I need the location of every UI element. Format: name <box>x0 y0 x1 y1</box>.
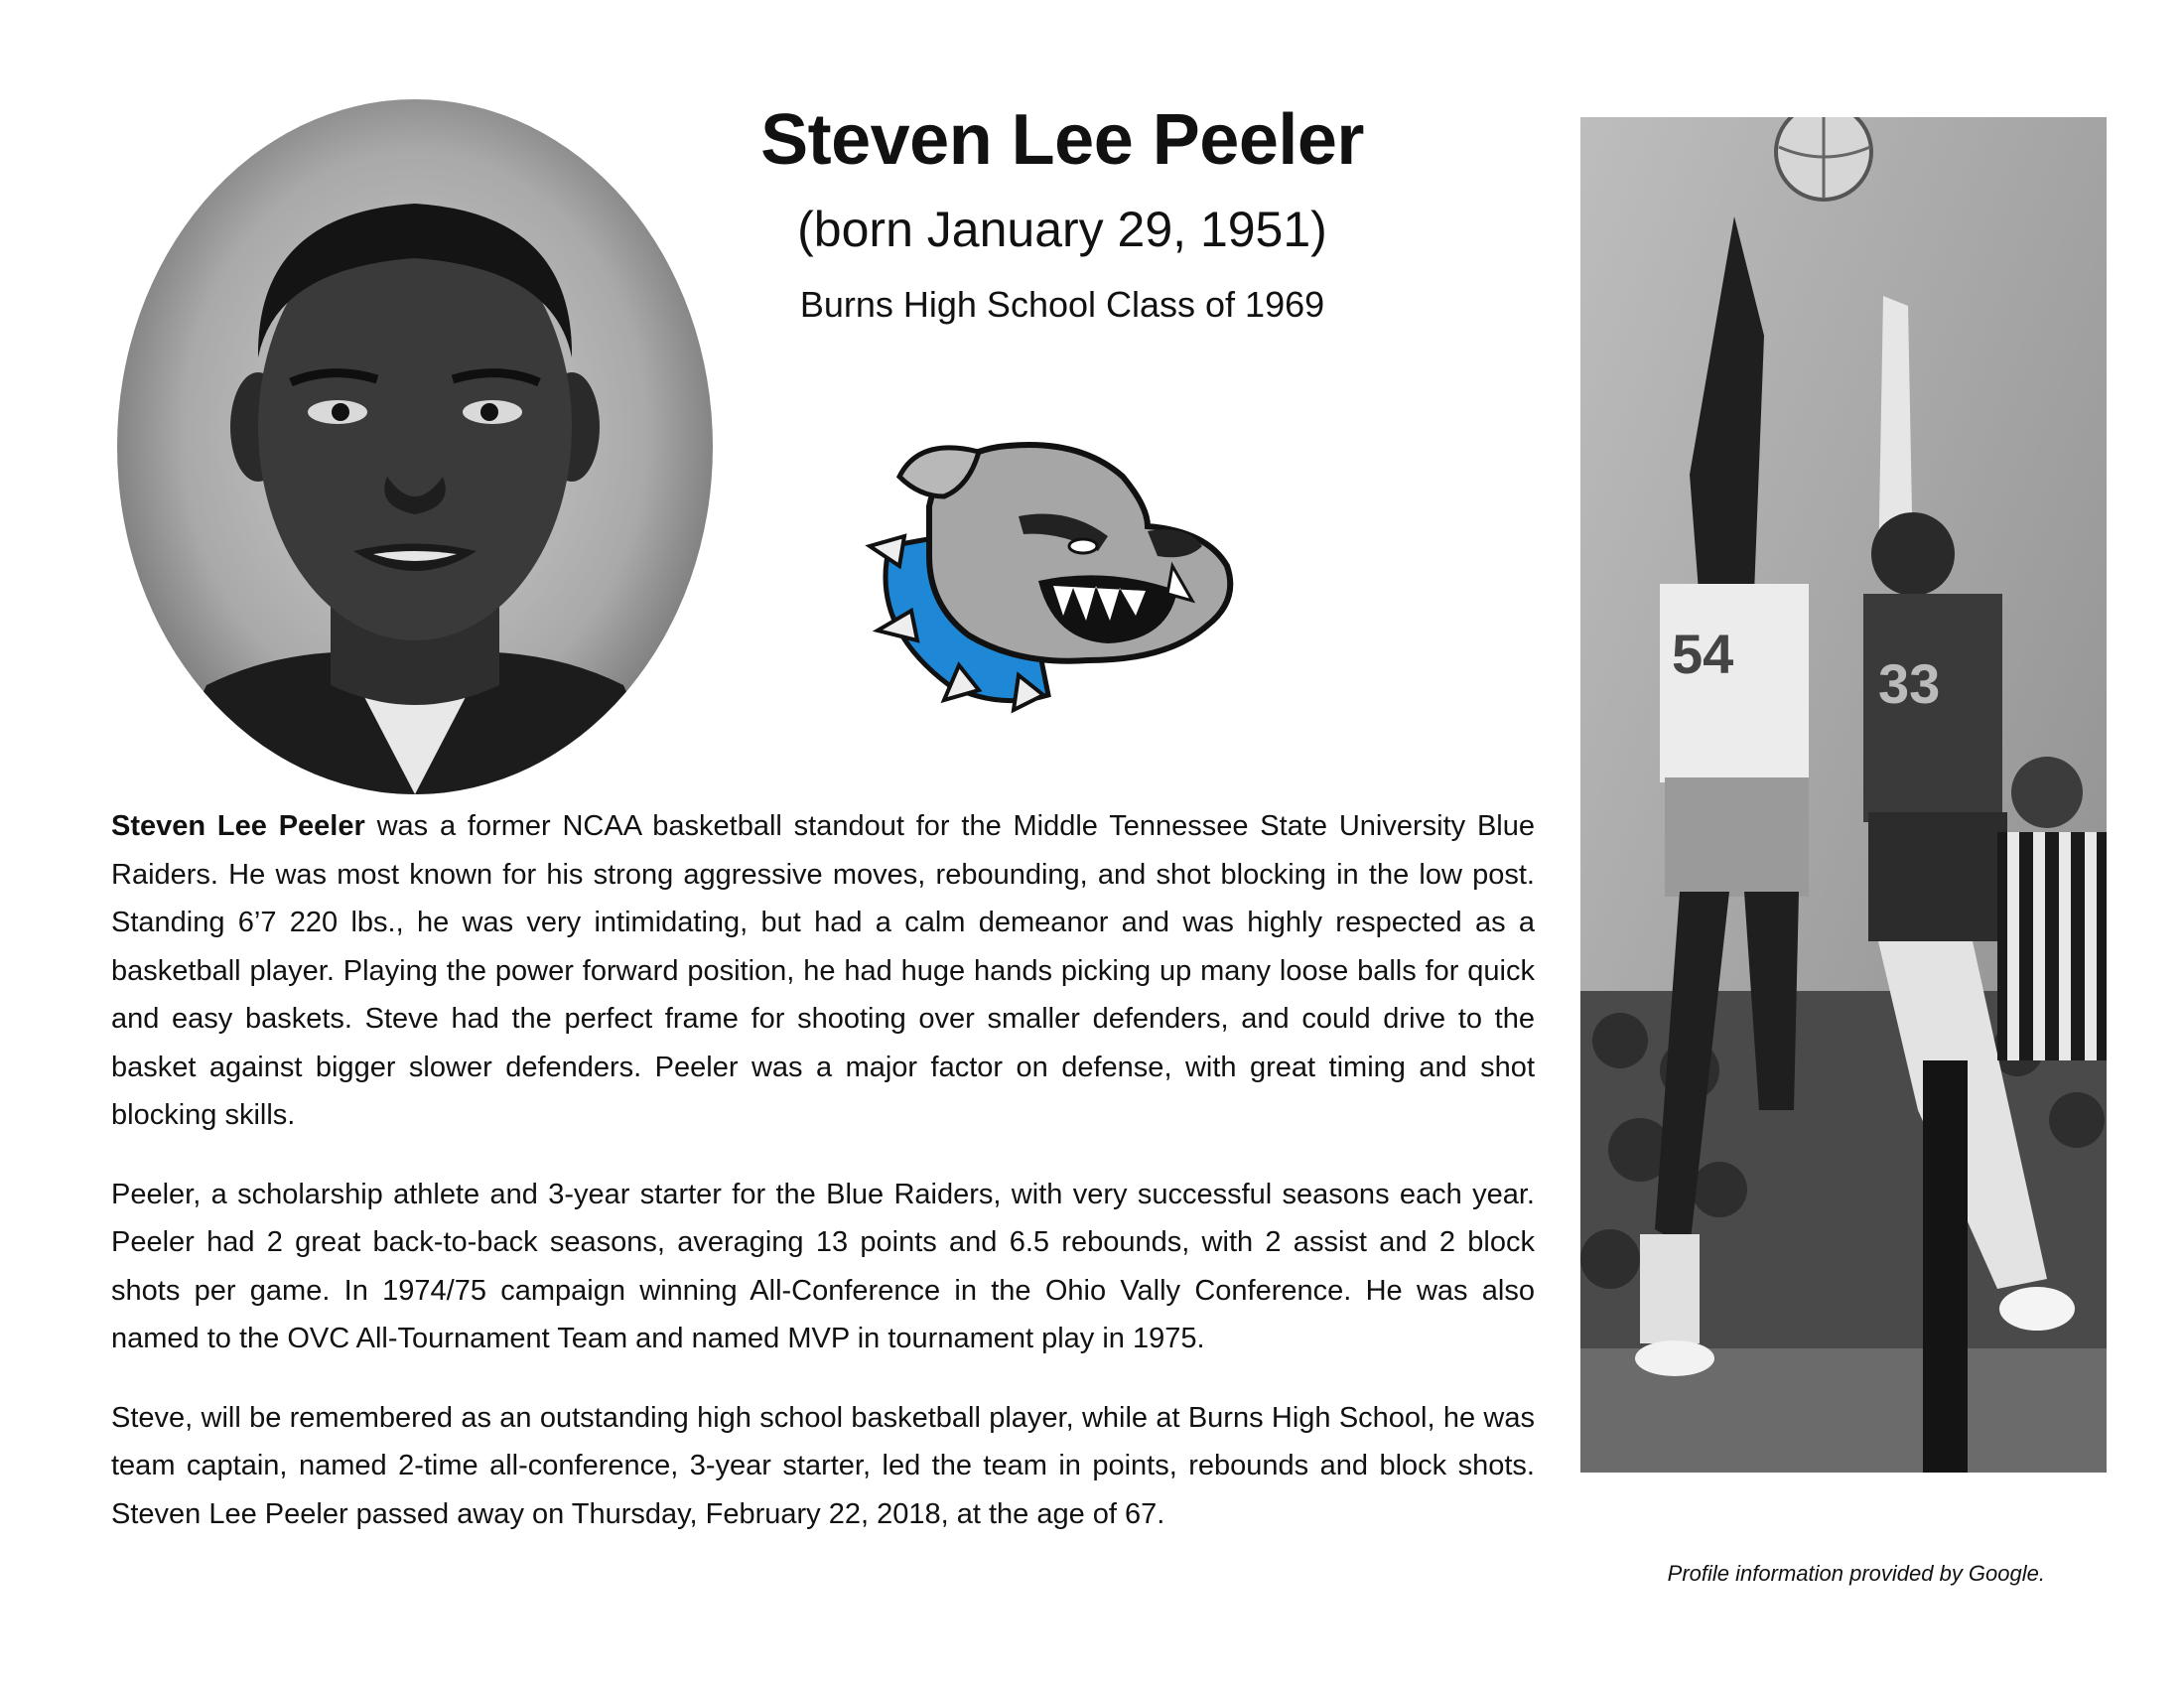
basketball-action-photo <box>1580 117 2107 1473</box>
bio-paragraph-3: Steve, will be remembered as an outstanding high school basketball player, while at Burns High School, he was team captain, named 2-time all-conference, 3-year starter, led the team in points, rebounds and block shots. Steven Lee Peeler passed away on Thursday, February 22, 2018, at the age of 67. <box>111 1401 1535 1530</box>
portrait-icon <box>117 99 713 794</box>
jersey-number-left: 54 <box>1672 623 1734 685</box>
biography <box>111 802 1535 1569</box>
bulldog-mascot-logo <box>850 417 1247 715</box>
bio-paragraph-1 <box>111 802 1535 1140</box>
jersey-number-right: 33 <box>1878 652 1941 715</box>
bio-paragraph-1-text: was a former NCAA basketball standout for the Middle Tennessee State University Blue Raiders. He was most known for his strong aggressive moves, rebounding, and shot blocking in the low post. Standing 6’7 220 lbs., he was very intimidating, but had a calm demeanor and was highly respected as a basketball player. Playing the power forward position, he had huge hands picking up many loose balls for quick and easy baskets. Steve had the perfect frame for shooting over smaller defenders, and could drive to the basket against bigger slower defenders. Peeler was a major factor on defense, with great timing and shot blocking skills. <box>111 810 1535 1131</box>
bio-name: Steven Lee Peeler <box>111 810 365 842</box>
bio-paragraph-2: Peeler, a scholarship athlete and 3-year starter for the Blue Raiders, with very successful seasons each year. Peeler had 2 great back-to-back seasons, averaging 13 points and 6.5 rebounds, with 2 assist and 2 block shots per game. In 1974/75 campaign winning All-Conference in the Ohio Vally Conference. He was also named to the OVC All-Tournament Team and named MVP in tournament play in 1975. <box>111 1178 1535 1354</box>
action-photo-icon <box>1580 117 2107 1473</box>
source-credit: Profile information provided by Google. <box>1667 1561 2045 1586</box>
school-class: Burns High School Class of 1969 <box>799 284 1325 325</box>
portrait-photo <box>117 99 713 794</box>
birth-date: (born January 29, 1951) <box>797 202 1327 257</box>
page-title: Steven Lee Peeler <box>760 100 1364 180</box>
bulldog-icon <box>850 417 1247 715</box>
